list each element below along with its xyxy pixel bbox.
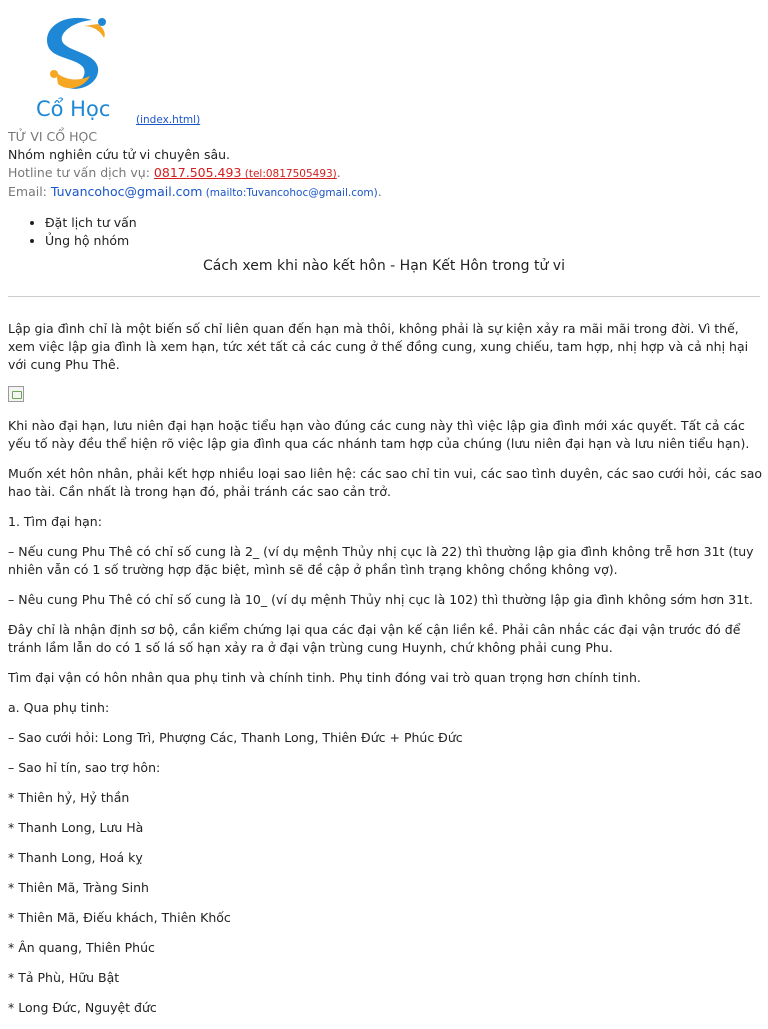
hotline-tel-link[interactable]: (tel:0817505493): [241, 168, 337, 180]
article-content: [8, 320, 763, 1029]
article-paragraph: * Thiên hỷ, Hỷ thần: [8, 790, 130, 805]
article-paragraph: * Long Đức, Nguyệt đức: [8, 1000, 157, 1015]
menu-item-booking[interactable]: • Đặt lịch tư vấn: [45, 214, 137, 232]
hotline-row: Hotline tư vấn dịch vụ: 0817.505.493 (tel:0817505493).: [8, 165, 341, 180]
article-paragraph: * Tả Phù, Hữu Bật: [8, 970, 120, 985]
title-divider: [8, 296, 760, 297]
article-paragraph: – Sao cưới hỏi: Long Trì, Phượng Các, Thanh Long, Thiên Đức + Phúc Đức: [8, 730, 463, 745]
hotline-label: Hotline tư vấn dịch vụ:: [8, 165, 154, 180]
article-paragraph: Lập gia đình chỉ là một biến số chỉ liên quan đến hạn mà thôi, không phải là sự kiện xảy ra mãi mãi trong đời. Vì thế, xem việc lập gia đình là xem hạn, tức xét tất cả các cung ở thế đồng cung, xung chiếu, tam hợp, nhị hợp và cả nhị hại với cung Phu Thê.: [8, 321, 749, 372]
article-paragraph: * Ân quang, Thiên Phúc: [8, 940, 155, 955]
article-paragraph: * Thiên Mã, Tràng Sinh: [8, 880, 149, 895]
site-name: TỬ VI CỔ HỌC: [8, 129, 98, 144]
nav-menu: [8, 214, 137, 250]
site-tagline: Nhóm nghiên cứu tử vi chuyên sâu.: [8, 147, 231, 162]
article-paragraph: – Nếu cung Phu Thê có chỉ số cung là 2_ (ví dụ mệnh Thủy nhị cục là 22) thì thường lập gia đình không trễ hơn 31t (tuy nhiên vẫn có 1 số trường hợp đặc biệt, mình sẽ đề cập ở phần tình trạng không chồng không vợ).: [8, 544, 754, 577]
article-paragraph-list: [8, 417, 763, 1017]
article-paragraph: * Thiên Mã, Điếu khách, Thiên Khốc: [8, 910, 231, 925]
article-paragraph: * Thanh Long, Lưu Hà: [8, 820, 144, 835]
email-link[interactable]: Tuvancohoc@gmail.com: [50, 184, 203, 199]
article-paragraph: – Sao hỉ tín, sao trợ hôn:: [8, 760, 161, 775]
hotline-number-link[interactable]: 0817.505.493: [153, 165, 242, 180]
email-mailto-link[interactable]: (mailto:Tuvancohoc@gmail.com): [202, 187, 378, 199]
logo-swirl-icon: [34, 14, 114, 96]
menu-item-support[interactable]: • Ủng hộ nhóm: [45, 232, 137, 250]
article-paragraph: Muốn xét hôn nhân, phải kết hợp nhiều loại sao liên hệ: các sao chỉ tin vui, các sao tình duyên, các sao cưới hỏi, các sao hao tài. Cần nhất là trong hạn đó, phải tránh các sao cản trở.: [8, 466, 763, 499]
article-paragraph: Tìm đại vận có hôn nhân qua phụ tinh và chính tinh. Phụ tinh đóng vai trò quan trọng hơn chính tinh.: [8, 670, 641, 685]
article-paragraph: 1. Tìm đại hạn:: [8, 514, 102, 529]
article-title: Cách xem khi nào kết hôn - Hạn Kết Hôn trong tử vi: [203, 258, 565, 274]
article-paragraph: – Nêu cung Phu Thê có chỉ số cung là 10_ (ví dụ mệnh Thủy nhị cục là 102) thì thường lập gia đình không sớm hơn 31t.: [8, 592, 753, 607]
home-link[interactable]: (index.html): [136, 114, 201, 126]
article-paragraph: Đây chỉ là nhận định sơ bộ, cần kiểm chứng lại qua các đại vận kế cận liền kề. Phải cân nhắc các đại vận trước đó để tránh lầm lẫn do có 1 số lá số hạn xảy ra ở đại vận trùng cung Huynh, chứ không phải cung Phu.: [8, 622, 741, 655]
article-paragraph: Khi nào đại hạn, lưu niên đại hạn hoặc tiểu hạn vào đúng các cung này thì việc lập gia đình mới xác quyết. Tất cả các yếu tố này đều thể hiện rõ việc lập gia đình qua các nhánh tam hợp của chúng (lưu niên đại hạn và lưu niên tiểu hạn).: [8, 418, 750, 451]
article-paragraph: a. Qua phụ tinh:: [8, 700, 110, 715]
article-paragraph: * Thanh Long, Hoá kỵ: [8, 850, 143, 865]
logo-row: [8, 14, 760, 128]
email-row: Email: Tuvancohoc@gmail.com (mailto:Tuvancohoc@gmail.com).: [8, 184, 382, 199]
site-logo[interactable]: [8, 14, 136, 128]
site-header: [8, 14, 760, 202]
logo-text: Cổ Học: [36, 97, 111, 121]
broken-image-icon: [8, 386, 24, 402]
email-label: Email:: [8, 184, 51, 199]
